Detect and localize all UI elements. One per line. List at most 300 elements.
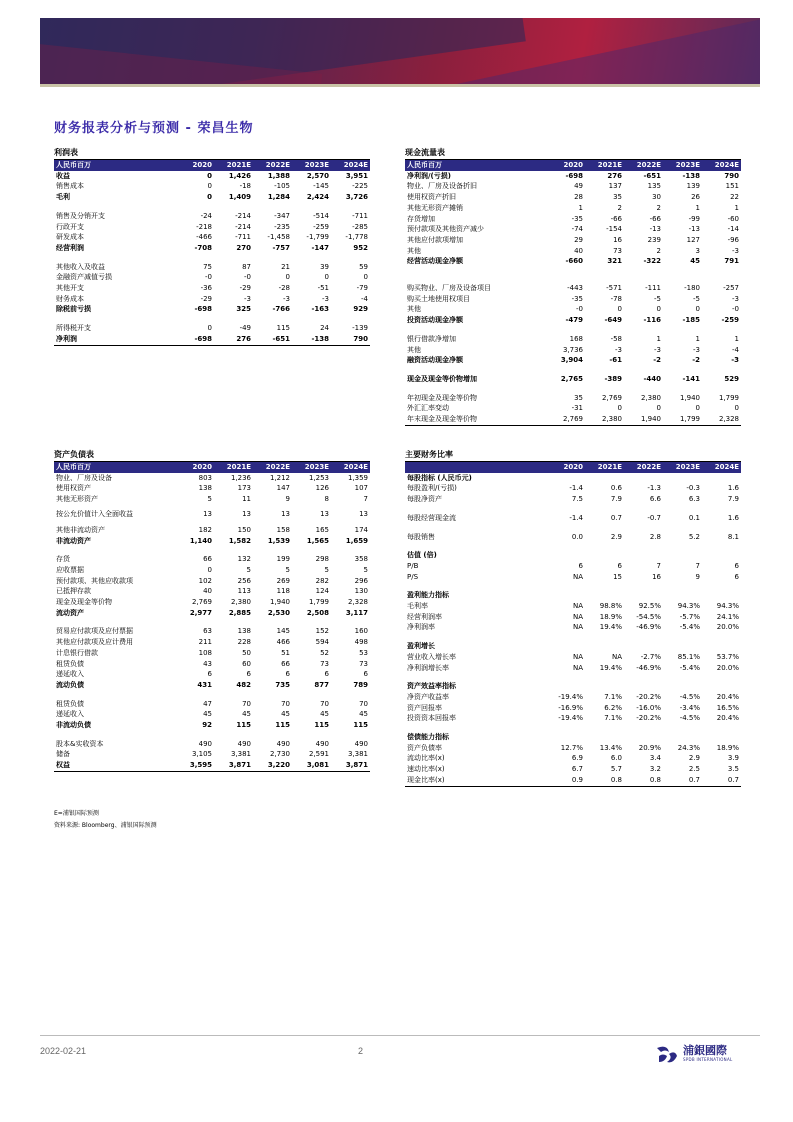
table-row <box>405 713 741 724</box>
row-value: -20.2% <box>636 714 661 723</box>
header-year: 2024E <box>702 160 741 171</box>
row-value <box>585 732 624 743</box>
row-value: -3 <box>732 246 739 255</box>
row-value: 6.9 <box>571 754 583 763</box>
table-row <box>405 732 741 743</box>
row-label: 按公允价值计入全面收益 <box>56 510 133 519</box>
row-value: 6 <box>246 670 251 679</box>
table-row <box>54 669 370 680</box>
row-value: -235 <box>274 222 290 231</box>
row-value: 45 <box>320 710 329 719</box>
row-label: 行政开支 <box>56 222 84 231</box>
row-value <box>702 473 741 484</box>
spacer-row <box>405 524 741 532</box>
logo-name: 浦銀國際 <box>683 1044 727 1057</box>
row-label: 计息银行借款 <box>56 648 98 657</box>
row-value: 75 <box>203 262 212 271</box>
row-value: 182 <box>198 525 212 534</box>
row-value: -0 <box>576 305 583 314</box>
table-end-rule <box>405 786 741 788</box>
row-value: -18 <box>239 182 251 191</box>
row-value <box>546 641 585 652</box>
row-value: 789 <box>353 680 368 689</box>
row-label: 每股盈利/(亏损) <box>407 484 457 493</box>
row-value: 3,381 <box>347 750 368 759</box>
row-value: 490 <box>354 739 368 748</box>
row-value: -79 <box>356 284 368 293</box>
header-year: 2023E <box>663 462 702 473</box>
logo-subtitle: SPDB INTERNATIONAL <box>683 1057 733 1062</box>
balance-sheet-panel <box>54 448 370 773</box>
row-label: 销售成本 <box>56 182 84 191</box>
row-value: -2 <box>692 356 700 365</box>
row-label: 租赁负债 <box>56 659 84 668</box>
row-value: -24 <box>200 211 212 220</box>
header-year: 2024E <box>702 462 741 473</box>
row-value: 1 <box>656 334 661 343</box>
row-value: -29 <box>239 284 251 293</box>
row-label: 其他收入及收益 <box>56 262 105 271</box>
row-value: 2,730 <box>269 750 290 759</box>
table-row <box>405 494 741 505</box>
row-value: 92.5% <box>638 602 661 611</box>
row-value: 138 <box>198 484 212 493</box>
row-value: -5 <box>654 294 661 303</box>
row-value: 173 <box>237 484 251 493</box>
table-row <box>54 505 370 525</box>
row-value: 1,212 <box>269 473 290 482</box>
row-value: 51 <box>281 648 290 657</box>
table-row <box>54 554 370 565</box>
note-source: 资料来源: Bloomberg、浦银国际预测 <box>54 822 157 829</box>
table-row <box>405 483 741 494</box>
row-value: 94.3% <box>677 602 700 611</box>
row-value <box>546 473 585 484</box>
row-label: 其他应付款项增加 <box>407 235 463 244</box>
row-value: 24.1% <box>716 612 739 621</box>
row-label: 研发成本 <box>56 233 84 242</box>
row-value: -138 <box>682 171 700 180</box>
row-value: 2,769 <box>562 415 583 424</box>
header-year: 2021E <box>585 160 624 171</box>
row-label: 权益 <box>56 761 70 770</box>
row-label: P/S <box>407 572 419 581</box>
row-value: 126 <box>315 484 329 493</box>
row-value: -96 <box>727 235 739 244</box>
row-label: 年末现金及现金等价物 <box>407 415 477 424</box>
row-value: 43 <box>203 659 212 668</box>
row-label: 其他开支 <box>56 284 84 293</box>
row-value: 35 <box>574 393 583 402</box>
row-value: 6 <box>363 670 368 679</box>
row-value: -4 <box>361 294 368 303</box>
table-row <box>54 294 370 305</box>
row-value: -147 <box>311 243 329 252</box>
row-value: 2.8 <box>649 532 661 541</box>
row-value: NA <box>572 663 583 672</box>
row-value: 15 <box>613 572 622 581</box>
row-value: 6 <box>617 561 622 570</box>
row-value: 5 <box>207 495 212 504</box>
row-value: 102 <box>198 576 212 585</box>
row-value: 466 <box>276 638 290 647</box>
row-value: 1,799 <box>308 598 329 607</box>
table-header-row <box>405 462 741 473</box>
row-value: 3,595 <box>189 761 212 770</box>
row-value: 0 <box>324 273 329 282</box>
table-header-row <box>54 462 370 473</box>
row-value: 3,904 <box>560 356 583 365</box>
row-value: 113 <box>237 587 251 596</box>
row-value: 1.6 <box>727 513 739 522</box>
header-year: 2022E <box>253 462 292 473</box>
note-estimate: E=浦银国际预测 <box>54 810 99 817</box>
row-value: 228 <box>237 638 251 647</box>
row-value: 529 <box>724 374 739 383</box>
row-value: 2 <box>656 203 661 212</box>
table-row <box>405 692 741 703</box>
row-label: 预付款项及其他资产减少 <box>407 225 484 234</box>
row-label: 净利润 <box>56 334 77 343</box>
row-value: 1,659 <box>345 536 368 545</box>
row-label: 递延收入 <box>56 710 84 719</box>
row-value: 3,105 <box>191 750 212 759</box>
table-row <box>54 304 370 315</box>
row-value: 124 <box>315 587 329 596</box>
table-end-rule <box>54 345 370 347</box>
row-value: -514 <box>313 211 329 220</box>
table-row <box>54 586 370 597</box>
spacer-row <box>54 691 370 699</box>
table-row <box>54 760 370 771</box>
header-year: 2022E <box>624 160 663 171</box>
row-value: -66 <box>649 214 661 223</box>
row-value: -214 <box>235 222 251 231</box>
row-value: -0.3 <box>686 484 700 493</box>
row-label: P/B <box>407 561 419 570</box>
row-value <box>702 732 741 743</box>
table-row <box>405 641 741 652</box>
row-label: 年初现金及现金等价物 <box>407 393 477 402</box>
table-row <box>54 232 370 243</box>
row-value: -1,778 <box>345 233 368 242</box>
row-value: 1 <box>578 203 583 212</box>
table-row <box>54 536 370 547</box>
row-value: -757 <box>272 243 290 252</box>
row-value <box>546 550 585 561</box>
row-value: 7.1% <box>604 714 622 723</box>
row-value: 0.6 <box>610 484 622 493</box>
row-label: 每股销售 <box>407 532 435 541</box>
row-label: 应收票据 <box>56 565 84 574</box>
row-value: -13 <box>649 225 661 234</box>
page-title: 财务报表分析与预测 - 荣昌生物 <box>54 121 254 136</box>
header-year: 2020 <box>546 160 585 171</box>
row-value: 160 <box>354 627 368 636</box>
row-label: 盈利增长 <box>407 642 435 651</box>
table-row <box>405 355 741 366</box>
row-value: 6 <box>324 670 329 679</box>
row-value: 115 <box>276 324 290 333</box>
table-row <box>54 565 370 576</box>
row-value: -1.3 <box>647 484 661 493</box>
row-value: 40 <box>203 587 212 596</box>
row-value: -3.4% <box>679 703 700 712</box>
row-value: 87 <box>242 262 251 271</box>
table-row <box>405 590 741 601</box>
spdb-logo-icon <box>655 1044 679 1064</box>
row-label: 其他无形资产摊销 <box>407 203 463 212</box>
row-label: 财务成本 <box>56 294 84 303</box>
row-value: 3.4 <box>649 754 661 763</box>
row-value <box>702 681 741 692</box>
row-value: -185 <box>682 316 700 325</box>
row-value: 6 <box>734 561 739 570</box>
row-value: -154 <box>606 225 622 234</box>
row-value: -2 <box>653 356 661 365</box>
row-value: 2.9 <box>610 532 622 541</box>
row-value: -3 <box>322 294 329 303</box>
row-value: 1,799 <box>679 415 700 424</box>
row-value: 0 <box>617 305 622 314</box>
row-value: 6 <box>578 561 583 570</box>
row-value: 490 <box>276 739 290 748</box>
table-row <box>405 414 741 425</box>
row-value: 1,359 <box>347 473 368 482</box>
row-value: 53.7% <box>716 652 739 661</box>
row-value: 0 <box>207 171 212 180</box>
table-row <box>405 622 741 633</box>
row-value: 137 <box>608 182 622 191</box>
row-value: 0 <box>734 404 739 413</box>
table-row <box>405 203 741 214</box>
row-value: 70 <box>359 699 368 708</box>
row-value: -5 <box>693 294 700 303</box>
row-value: 45 <box>242 710 251 719</box>
row-value: -66 <box>610 214 622 223</box>
row-label: 递延收入 <box>56 670 84 679</box>
table-row <box>405 612 741 623</box>
income-statement-title: 利润表 <box>54 146 370 160</box>
table-row <box>405 663 741 674</box>
row-value: 20.9% <box>638 743 661 752</box>
table-row <box>54 699 370 710</box>
row-value: -29 <box>200 294 212 303</box>
table-row <box>405 256 741 267</box>
table-row <box>405 775 741 786</box>
row-label: 每股经营现金流 <box>407 513 456 522</box>
row-value: -571 <box>606 284 622 293</box>
header-year: 2020 <box>175 160 214 171</box>
row-value: 256 <box>237 576 251 585</box>
row-value: 20.4% <box>716 714 739 723</box>
spacer-row <box>405 385 741 393</box>
ratios-title: 主要财务比率 <box>405 448 741 462</box>
row-value: 3.5 <box>727 765 739 774</box>
row-value: 6.3 <box>688 495 700 504</box>
row-value: 7.9 <box>610 495 622 504</box>
row-label: 使用权资产 <box>56 484 91 493</box>
spacer-row <box>405 267 741 275</box>
row-value: -218 <box>196 222 212 231</box>
table-row <box>54 648 370 659</box>
row-label: 股本&实收资本 <box>56 739 104 748</box>
row-value: 490 <box>315 739 329 748</box>
row-label: 外汇汇率变动 <box>407 404 449 413</box>
row-value: 39 <box>320 262 329 271</box>
row-value: -14 <box>727 225 739 234</box>
row-value: 0 <box>656 404 661 413</box>
row-value: 132 <box>237 555 251 564</box>
row-value: 115 <box>314 721 329 730</box>
row-value: -138 <box>311 334 329 343</box>
spacer-row <box>405 633 741 641</box>
table-row <box>54 323 370 334</box>
row-label: 其他应付款项及应计费用 <box>56 638 133 647</box>
row-value: 24.3% <box>677 743 700 752</box>
row-value: 2,328 <box>347 598 368 607</box>
row-value: -1.4 <box>569 484 583 493</box>
row-value: 1 <box>695 334 700 343</box>
row-value: -3 <box>244 294 251 303</box>
row-value: 45 <box>203 710 212 719</box>
row-value: 138 <box>237 627 251 636</box>
spacer-row <box>405 542 741 550</box>
row-value: 52 <box>320 648 329 657</box>
row-value: -711 <box>235 233 251 242</box>
row-value: -214 <box>235 211 251 220</box>
row-value: 296 <box>354 576 368 585</box>
row-value: 60 <box>242 659 251 668</box>
table-header-row <box>405 160 741 171</box>
row-label: 每股净资产 <box>407 495 442 504</box>
row-value: 6 <box>734 572 739 581</box>
row-label: 偿债能力指标 <box>407 733 449 742</box>
table-row <box>405 753 741 764</box>
row-value <box>585 681 624 692</box>
table-row <box>405 601 741 612</box>
row-value: 239 <box>647 235 661 244</box>
row-value <box>663 732 702 743</box>
row-value <box>624 732 663 743</box>
row-label: 每股指标 (人民币元) <box>407 473 472 482</box>
header-year: 2020 <box>546 462 585 473</box>
row-value: 20.0% <box>716 663 739 672</box>
row-value: 151 <box>725 182 739 191</box>
row-value: -58 <box>610 334 622 343</box>
spacer-row <box>405 505 741 513</box>
row-label: 收益 <box>56 171 70 180</box>
row-value: -36 <box>200 284 212 293</box>
row-value: 45 <box>359 710 368 719</box>
table-row <box>54 637 370 648</box>
header-year: 2023E <box>663 160 702 171</box>
row-value: NA <box>572 623 583 632</box>
spacer-row <box>54 618 370 626</box>
row-value: 952 <box>353 243 368 252</box>
row-label: 银行借款净增加 <box>407 334 456 343</box>
row-value: -35 <box>571 294 583 303</box>
row-value: -5.7% <box>679 612 700 621</box>
row-value: 26 <box>691 193 700 202</box>
spacer-row <box>405 724 741 732</box>
row-value: 2,380 <box>640 393 661 402</box>
row-value: -443 <box>567 284 583 293</box>
spacer-row <box>54 254 370 262</box>
header-year: 2024E <box>331 462 370 473</box>
row-value: -0.7 <box>647 513 661 522</box>
row-value: 168 <box>569 334 583 343</box>
row-value: -60 <box>727 214 739 223</box>
table-row <box>54 709 370 720</box>
table-row <box>405 513 741 524</box>
footer-date: 2022-02-21 <box>40 1046 87 1056</box>
row-value <box>585 641 624 652</box>
row-label: 营业收入增长率 <box>407 652 456 661</box>
row-value: 135 <box>647 182 661 191</box>
row-value: -479 <box>565 316 583 325</box>
table-row <box>54 680 370 691</box>
spacer-row <box>54 315 370 323</box>
row-label: 估值 (倍) <box>407 551 437 560</box>
row-value: 21 <box>281 262 290 271</box>
row-value: 35 <box>613 193 622 202</box>
row-value: 98.8% <box>599 602 622 611</box>
row-value: 20.0% <box>716 623 739 632</box>
spacer-row <box>405 275 741 283</box>
table-row <box>405 283 741 294</box>
row-value <box>624 641 663 652</box>
row-value: 9 <box>285 495 290 504</box>
row-value: 0.8 <box>610 775 622 784</box>
row-value: -440 <box>643 374 661 383</box>
row-value: 11 <box>242 495 251 504</box>
row-value: 1,940 <box>640 415 661 424</box>
row-value: 29 <box>574 235 583 244</box>
row-value: 70 <box>320 699 329 708</box>
row-value: -3 <box>654 345 661 354</box>
row-label: 除税前亏损 <box>56 305 91 314</box>
row-label: 净利润/(亏损) <box>407 171 451 180</box>
row-value: -651 <box>643 171 661 180</box>
header-year: 2023E <box>292 160 331 171</box>
table-row <box>405 334 741 345</box>
row-value: 139 <box>686 182 700 191</box>
row-value: 3,736 <box>562 345 583 354</box>
row-label: 毛利 <box>56 193 70 202</box>
row-label: 毛利率 <box>407 602 428 611</box>
row-label: 其他 <box>407 246 421 255</box>
header-year: 2022E <box>624 462 663 473</box>
row-value: 174 <box>354 525 368 534</box>
row-value <box>663 681 702 692</box>
row-value: 20.4% <box>716 692 739 701</box>
row-label: 其他非流动资产 <box>56 525 105 534</box>
row-label: 速动比率(x) <box>407 765 445 774</box>
row-value: 3,871 <box>345 761 368 770</box>
header-unit: 人民币百万 <box>54 160 175 171</box>
row-value: NA <box>572 602 583 611</box>
row-label: 使用权资产折旧 <box>407 193 456 202</box>
table-row <box>54 720 370 731</box>
row-label: 其他 <box>407 305 421 314</box>
row-value: -141 <box>682 374 700 383</box>
row-value: -0 <box>205 273 212 282</box>
row-label: 现金比率(x) <box>407 775 445 784</box>
row-value: 73 <box>359 659 368 668</box>
table-row <box>405 764 741 775</box>
row-label: 经营利润率 <box>407 612 442 621</box>
